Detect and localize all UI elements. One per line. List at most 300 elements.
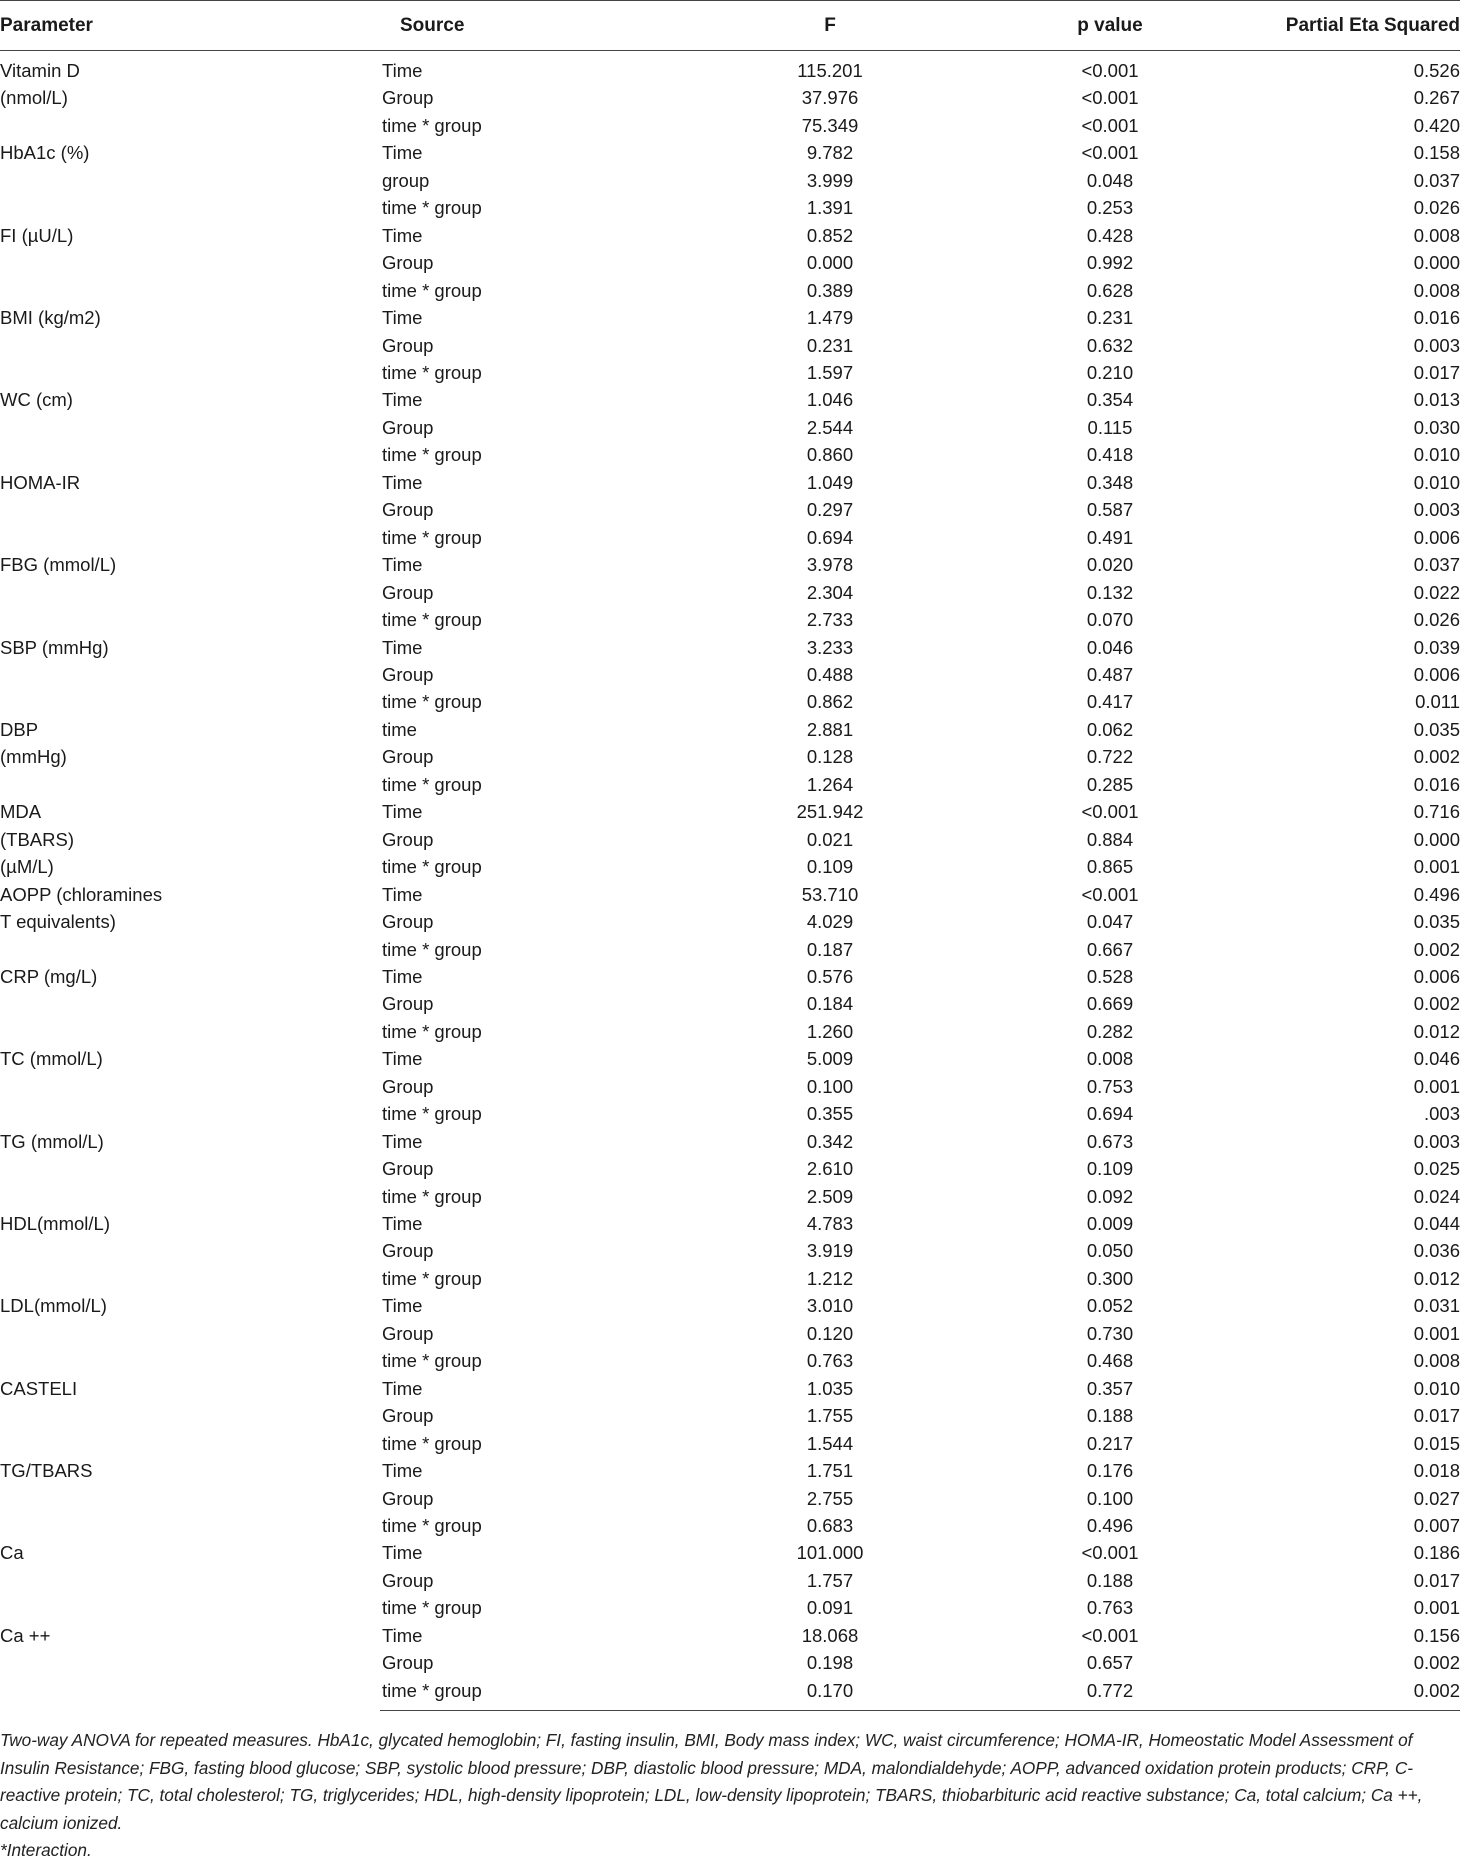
cell-parameter xyxy=(0,1210,380,1292)
eta-value: 0.002 xyxy=(1413,993,1460,1015)
eta-value: 0.000 xyxy=(1413,828,1460,850)
cell-f: 3.010 xyxy=(806,1295,854,1317)
eta-value: 0.022 xyxy=(1413,581,1460,603)
cell-f: 1.212 xyxy=(806,1267,854,1289)
header-partial-eta-squared: Partial Eta Squared xyxy=(1240,1,1460,51)
cell-p-value: 0.487 xyxy=(1086,663,1134,685)
table-row xyxy=(0,798,1460,825)
cell-partial-eta-squared xyxy=(1240,414,1460,441)
cell-f: 1.264 xyxy=(806,773,854,795)
cell-source: Group xyxy=(382,1487,434,1509)
cell-p-value: 0.132 xyxy=(1086,581,1134,603)
parameter-line: HbA1c (%) xyxy=(0,142,90,164)
eta-value: 0.008 xyxy=(1413,1350,1460,1372)
table-header xyxy=(0,1,1460,51)
parameter-line: SBP (mmHg) xyxy=(0,636,109,658)
eta-value: 0.001 xyxy=(1413,856,1460,878)
eta-value: 0.015 xyxy=(1413,1432,1460,1454)
cell-source: Group xyxy=(382,1240,434,1262)
cell-partial-eta-squared xyxy=(1240,249,1460,276)
cell-f: 1.755 xyxy=(806,1405,854,1427)
cell-p-value: 0.528 xyxy=(1086,965,1134,987)
parameter-line: (µM/L) xyxy=(0,856,54,878)
cell-source: Time xyxy=(382,471,423,493)
eta-value: 0.186 xyxy=(1413,1542,1460,1564)
cell-p-value: 0.046 xyxy=(1086,636,1134,658)
cell-partial-eta-squared xyxy=(1240,579,1460,606)
table-row xyxy=(0,1128,1460,1155)
parameter-line: FBG (mmol/L) xyxy=(0,554,117,576)
cell-f: 4.783 xyxy=(806,1213,854,1235)
cell-f: 0.355 xyxy=(806,1103,854,1125)
cell-p-value: <0.001 xyxy=(1081,87,1139,109)
cell-source: Group xyxy=(382,911,434,933)
eta-value: 0.039 xyxy=(1413,636,1460,658)
eta-value: 0.001 xyxy=(1413,1597,1460,1619)
cell-source: time * group xyxy=(382,1515,482,1537)
cell-p-value: <0.001 xyxy=(1081,60,1139,81)
cell-partial-eta-squared xyxy=(1240,139,1460,166)
cell-source: time * group xyxy=(382,1103,482,1125)
cell-partial-eta-squared xyxy=(1240,386,1460,413)
cell-partial-eta-squared xyxy=(1240,332,1460,359)
cell-parameter xyxy=(0,222,380,304)
cell-source: Group xyxy=(382,87,434,109)
cell-f: 9.782 xyxy=(806,142,854,164)
cell-source: time * group xyxy=(380,1677,680,1711)
cell-p-value: <0.001 xyxy=(1081,801,1139,823)
cell-partial-eta-squared xyxy=(1240,716,1460,743)
cell-partial-eta-squared xyxy=(1240,634,1460,661)
cell-partial-eta-squared xyxy=(1240,1128,1460,1155)
cell-source: Time xyxy=(382,965,423,987)
cell-f: 0.860 xyxy=(806,444,854,466)
cell-p-value: 0.188 xyxy=(1086,1405,1134,1427)
cell-partial-eta-squared xyxy=(1240,688,1460,715)
cell-f: 0.120 xyxy=(806,1322,854,1344)
eta-value: 0.016 xyxy=(1413,773,1460,795)
cell-f: 0.100 xyxy=(806,1075,854,1097)
eta-value: 0.016 xyxy=(1413,307,1460,329)
cell-source: Time xyxy=(382,883,423,905)
cell-f: 75.349 xyxy=(801,114,859,136)
cell-parameter xyxy=(0,469,380,551)
cell-source: Time xyxy=(382,1624,423,1646)
cell-f: 0.694 xyxy=(806,526,854,548)
header-parameter: Parameter xyxy=(0,1,380,51)
cell-source: time * group xyxy=(382,1267,482,1289)
cell-source: Group xyxy=(382,1405,434,1427)
eta-value: 0.013 xyxy=(1413,389,1460,411)
cell-f: 1.757 xyxy=(806,1569,854,1591)
cell-partial-eta-squared xyxy=(1240,1402,1460,1429)
cell-partial-eta-squared xyxy=(1240,963,1460,990)
table-row xyxy=(0,634,1460,661)
cell-source: time * group xyxy=(382,1350,482,1372)
cell-f: 2.881 xyxy=(806,718,854,740)
cell-source: Time xyxy=(382,801,423,823)
cell-partial-eta-squared xyxy=(1240,771,1460,798)
cell-partial-eta-squared xyxy=(1240,1320,1460,1347)
cell-partial-eta-squared xyxy=(1240,908,1460,935)
cell-f: 115.201 xyxy=(797,60,863,81)
cell-p-value: 0.253 xyxy=(1086,197,1134,219)
eta-value: 0.000 xyxy=(1413,252,1460,274)
cell-parameter xyxy=(0,1622,380,1711)
parameter-line: (nmol/L) xyxy=(0,87,68,109)
cell-f: 251.942 xyxy=(796,801,864,823)
cell-p-value: 0.070 xyxy=(1086,609,1134,631)
cell-source: Group xyxy=(382,1322,434,1344)
cell-p-value: 0.348 xyxy=(1086,471,1134,493)
table-row xyxy=(0,1457,1460,1484)
cell-source: time * group xyxy=(382,279,482,301)
cell-partial-eta-squared xyxy=(1240,1045,1460,1072)
cell-f: 0.184 xyxy=(806,993,854,1015)
cell-f: 0.128 xyxy=(806,746,854,768)
cell-partial-eta-squared xyxy=(1240,1430,1460,1457)
cell-source: Time xyxy=(382,1130,423,1152)
eta-value: 0.420 xyxy=(1413,114,1460,136)
cell-source: Time xyxy=(382,1048,423,1070)
cell-partial-eta-squared xyxy=(1240,990,1460,1017)
parameter-line: FI (µU/L) xyxy=(0,224,74,246)
cell-parameter xyxy=(0,798,380,880)
cell-p-value: 0.694 xyxy=(1086,1103,1134,1125)
cell-partial-eta-squared xyxy=(1240,1512,1460,1539)
cell-partial-eta-squared xyxy=(1240,1594,1460,1621)
table-row xyxy=(0,469,1460,496)
cell-partial-eta-squared xyxy=(1240,1622,1460,1649)
table-row xyxy=(0,1045,1460,1072)
cell-parameter xyxy=(0,386,380,468)
cell-f: 0.576 xyxy=(806,965,854,987)
cell-partial-eta-squared xyxy=(1240,1292,1460,1319)
cell-f: 0.231 xyxy=(806,334,854,356)
cell-partial-eta-squared xyxy=(1240,1265,1460,1292)
cell-partial-eta-squared xyxy=(1240,606,1460,633)
cell-p-value: 0.285 xyxy=(1086,773,1134,795)
eta-value: 0.006 xyxy=(1413,526,1460,548)
cell-source: Group xyxy=(382,1158,434,1180)
cell-p-value: 0.669 xyxy=(1086,993,1134,1015)
cell-source: Time xyxy=(382,1295,423,1317)
cell-p-value: 0.020 xyxy=(1086,554,1134,576)
cell-f: 0.000 xyxy=(806,252,854,274)
cell-p-value: <0.001 xyxy=(1081,1542,1139,1564)
cell-p-value: 0.282 xyxy=(1086,1020,1134,1042)
eta-value: 0.002 xyxy=(1413,746,1460,768)
cell-f: 2.755 xyxy=(806,1487,854,1509)
cell-f: 2.733 xyxy=(806,609,854,631)
eta-value: 0.267 xyxy=(1413,87,1460,109)
header-f: F xyxy=(680,1,980,51)
cell-p-value: 0.417 xyxy=(1086,691,1134,713)
cell-f: 0.091 xyxy=(806,1597,854,1619)
eta-value: 0.017 xyxy=(1413,361,1460,383)
cell-partial-eta-squared xyxy=(1240,1183,1460,1210)
cell-source: Group xyxy=(382,1652,434,1674)
cell-parameter xyxy=(0,51,380,140)
table-row xyxy=(0,139,1460,166)
cell-p-value: 0.992 xyxy=(1086,252,1134,274)
cell-parameter xyxy=(0,716,380,798)
eta-value: 0.526 xyxy=(1413,60,1460,81)
eta-value: 0.037 xyxy=(1413,169,1460,191)
cell-p-value: <0.001 xyxy=(1081,114,1139,136)
eta-value: 0.030 xyxy=(1413,416,1460,438)
cell-partial-eta-squared xyxy=(1240,881,1460,908)
table-row xyxy=(0,1539,1460,1566)
cell-source: Group xyxy=(382,334,434,356)
eta-value: 0.010 xyxy=(1413,1377,1460,1399)
parameter-line: Ca xyxy=(0,1542,24,1564)
cell-f: 0.297 xyxy=(806,499,854,521)
cell-source: time * group xyxy=(382,1185,482,1207)
eta-value: 0.018 xyxy=(1413,1460,1460,1482)
cell-source: Group xyxy=(382,581,434,603)
cell-source: time * group xyxy=(382,609,482,631)
cell-f: 2.610 xyxy=(806,1158,854,1180)
cell-source: Time xyxy=(382,1377,423,1399)
cell-partial-eta-squared xyxy=(1240,167,1460,194)
eta-value: 0.156 xyxy=(1413,1624,1460,1646)
parameter-line: DBP xyxy=(0,718,39,740)
cell-partial-eta-squared xyxy=(1240,743,1460,770)
table-row xyxy=(0,1292,1460,1319)
cell-source: Group xyxy=(382,1075,434,1097)
cell-parameter xyxy=(0,1128,380,1210)
eta-value: 0.003 xyxy=(1413,1130,1460,1152)
footnote-abbreviations: Two-way ANOVA for repeated measures. HbA1c, glycated hemoglobin; FI, fasting insulin, BMI, Body mass index; WC, waist circumference; HOMA-IR, Homeostatic Model Assessment of Insulin Resistance; FBG, fasting blood glucose; SBP, systolic blood pressure; DBP, diastolic blood pressure; MDA, malondialdehyde; AOPP, advanced oxidation protein products; CRP, C-reactive protein; TC, total cholesterol; TG, triglycerides; HDL, high-density lipoprotein; LDL, low-density lipoprotein; TBARS, thiobarbituric acid reactive substance; Ca, total calcium; Ca ++, calcium ionized. xyxy=(0,1730,1423,1833)
cell-partial-eta-squared xyxy=(1240,194,1460,221)
parameter-line: HOMA-IR xyxy=(0,471,81,493)
cell-partial-eta-squared xyxy=(1240,441,1460,468)
cell-source: Group xyxy=(382,1569,434,1591)
parameter-line: TG/TBARS xyxy=(0,1460,93,1482)
cell-partial-eta-squared xyxy=(1240,84,1460,111)
parameter-line: (mmHg) xyxy=(0,746,67,768)
eta-value: 0.025 xyxy=(1413,1158,1460,1180)
cell-p-value: 0.100 xyxy=(1086,1487,1134,1509)
table-row xyxy=(0,1622,1460,1649)
eta-value: 0.017 xyxy=(1413,1405,1460,1427)
cell-p-value: 0.210 xyxy=(1086,361,1134,383)
eta-value: 0.002 xyxy=(1413,1679,1460,1701)
cell-partial-eta-squared xyxy=(1240,112,1460,139)
cell-partial-eta-squared xyxy=(1240,1485,1460,1512)
header-p-value: p value xyxy=(980,1,1240,51)
cell-p-value: 0.052 xyxy=(1086,1295,1134,1317)
eta-value: 0.017 xyxy=(1413,1569,1460,1591)
table-row xyxy=(0,1375,1460,1402)
eta-value: 0.007 xyxy=(1413,1515,1460,1537)
eta-value: 0.026 xyxy=(1413,609,1460,631)
cell-p-value: 0.730 xyxy=(1086,1322,1134,1344)
cell-source: Group xyxy=(382,663,434,685)
cell-parameter xyxy=(0,1375,380,1457)
cell-partial-eta-squared xyxy=(1240,661,1460,688)
cell-source: time * group xyxy=(382,444,482,466)
cell-source: Time xyxy=(382,554,423,576)
cell-partial-eta-squared xyxy=(1240,304,1460,331)
cell-source: Group xyxy=(382,746,434,768)
parameter-line: CASTELI xyxy=(0,1377,78,1399)
cell-f: 2.304 xyxy=(806,581,854,603)
header-row xyxy=(0,1,1460,51)
cell-partial-eta-squared xyxy=(1240,1100,1460,1127)
cell-source: Group xyxy=(382,828,434,850)
eta-value: 0.008 xyxy=(1413,224,1460,246)
parameter-line: CRP (mg/L) xyxy=(0,965,98,987)
eta-value: 0.006 xyxy=(1413,663,1460,685)
table-row xyxy=(0,551,1460,578)
cell-p-value: 0.176 xyxy=(1086,1460,1134,1482)
parameter-line: LDL(mmol/L) xyxy=(0,1295,107,1317)
cell-parameter xyxy=(0,881,380,963)
parameter-line: BMI (kg/m2) xyxy=(0,307,101,329)
cell-f: 0.763 xyxy=(806,1350,854,1372)
cell-source: Time xyxy=(382,1460,423,1482)
cell-source: time * group xyxy=(382,526,482,548)
cell-f: 5.009 xyxy=(806,1048,854,1070)
cell-partial-eta-squared xyxy=(1240,1677,1460,1711)
cell-p-value: 0.217 xyxy=(1086,1432,1134,1454)
cell-source: Time xyxy=(382,224,423,246)
cell-p-value: 0.587 xyxy=(1086,499,1134,521)
parameter-line: T equivalents) xyxy=(0,911,116,933)
cell-partial-eta-squared xyxy=(1240,1155,1460,1182)
eta-value: 0.010 xyxy=(1413,471,1460,493)
cell-partial-eta-squared xyxy=(1240,51,1460,85)
parameter-line: TC (mmol/L) xyxy=(0,1048,103,1070)
cell-f: 53.710 xyxy=(801,883,859,905)
cell-p-value: 0.496 xyxy=(1086,1515,1134,1537)
cell-p-value: 0.491 xyxy=(1086,526,1134,548)
cell-partial-eta-squared xyxy=(1240,551,1460,578)
cell-f: 2.509 xyxy=(806,1185,854,1207)
cell-f: 0.389 xyxy=(806,279,854,301)
cell-f: 0.109 xyxy=(806,856,854,878)
cell-source: time xyxy=(382,718,417,740)
cell-partial-eta-squared xyxy=(1240,277,1460,304)
cell-p-value: 0.753 xyxy=(1086,1075,1134,1097)
cell-parameter xyxy=(0,634,380,716)
cell-source: time * group xyxy=(382,361,482,383)
eta-value: 0.010 xyxy=(1413,444,1460,466)
cell-p-value: 0.418 xyxy=(1086,444,1134,466)
eta-value: 0.036 xyxy=(1413,1240,1460,1262)
cell-p-value: 0.115 xyxy=(1087,416,1133,438)
cell-p-value: 0.354 xyxy=(1086,389,1134,411)
eta-value: 0.158 xyxy=(1413,142,1460,164)
table-footnote xyxy=(0,1727,1460,1865)
cell-source: time * group xyxy=(382,938,482,960)
cell-p-value: 0.062 xyxy=(1086,718,1134,740)
eta-value: 0.031 xyxy=(1413,1295,1460,1317)
eta-value: 0.044 xyxy=(1413,1213,1460,1235)
cell-f: 0.852 xyxy=(806,224,854,246)
eta-value: 0.027 xyxy=(1413,1487,1460,1509)
cell-p-value: <0.001 xyxy=(1081,1624,1139,1646)
eta-value: 0.024 xyxy=(1413,1185,1460,1207)
table-row xyxy=(0,963,1460,990)
eta-value: 0.496 xyxy=(1413,883,1460,905)
cell-partial-eta-squared xyxy=(1240,359,1460,386)
table-row xyxy=(0,304,1460,331)
cell-p-value: 0.468 xyxy=(1086,1350,1134,1372)
cell-p-value: 0.231 xyxy=(1086,307,1134,329)
cell-partial-eta-squared xyxy=(1240,1649,1460,1676)
footnote-interaction: *Interaction. xyxy=(0,1840,92,1860)
cell-partial-eta-squared xyxy=(1240,1210,1460,1237)
cell-f: 0.021 xyxy=(806,828,854,850)
cell-p-value: 0.357 xyxy=(1086,1377,1134,1399)
cell-source: Group xyxy=(382,416,434,438)
cell-parameter xyxy=(0,1539,380,1621)
cell-p-value: 0.722 xyxy=(1086,746,1134,768)
cell-p-value: 0.772 xyxy=(980,1677,1240,1711)
cell-p-value: 0.092 xyxy=(1086,1185,1134,1207)
parameter-line: Vitamin D xyxy=(0,60,80,81)
cell-partial-eta-squared xyxy=(1240,798,1460,825)
cell-f: 1.751 xyxy=(806,1460,854,1482)
table-row xyxy=(0,386,1460,413)
cell-source: time * group xyxy=(382,114,482,136)
table-body xyxy=(0,51,1460,1711)
cell-partial-eta-squared xyxy=(1240,469,1460,496)
cell-f: 0.683 xyxy=(806,1515,854,1537)
cell-f: 0.342 xyxy=(806,1130,854,1152)
cell-partial-eta-squared xyxy=(1240,826,1460,853)
cell-p-value: 0.008 xyxy=(1086,1048,1134,1070)
cell-p-value: 0.300 xyxy=(1086,1267,1134,1289)
eta-value: 0.011 xyxy=(1415,691,1460,713)
cell-f: 3.999 xyxy=(806,169,854,191)
cell-partial-eta-squared xyxy=(1240,524,1460,551)
eta-value: 0.035 xyxy=(1413,911,1460,933)
parameter-line: (TBARS) xyxy=(0,828,74,850)
cell-parameter xyxy=(0,304,380,386)
eta-value: 0.006 xyxy=(1413,965,1460,987)
cell-f: 0.187 xyxy=(806,938,854,960)
eta-value: 0.002 xyxy=(1413,1652,1460,1674)
cell-f: 0.862 xyxy=(806,691,854,713)
cell-source: time * group xyxy=(382,1597,482,1619)
cell-source: Time xyxy=(382,636,423,658)
cell-source: Time xyxy=(382,1542,423,1564)
cell-source: Time xyxy=(382,389,423,411)
cell-f: 37.976 xyxy=(801,87,859,109)
cell-parameter xyxy=(0,1045,380,1127)
cell-parameter xyxy=(0,551,380,633)
cell-p-value: <0.001 xyxy=(1081,142,1139,164)
cell-source: time * group xyxy=(382,856,482,878)
cell-parameter xyxy=(0,139,380,221)
cell-p-value: 0.188 xyxy=(1086,1569,1134,1591)
parameter-line: TG (mmol/L) xyxy=(0,1130,104,1152)
eta-value: 0.003 xyxy=(1413,499,1460,521)
eta-value: 0.035 xyxy=(1413,718,1460,740)
cell-f: 18.068 xyxy=(801,1624,859,1646)
eta-value: 0.046 xyxy=(1413,1048,1460,1070)
cell-source: Time xyxy=(382,60,423,81)
cell-partial-eta-squared xyxy=(1240,1539,1460,1566)
cell-partial-eta-squared xyxy=(1240,853,1460,880)
parameter-line: HDL(mmol/L) xyxy=(0,1213,110,1235)
cell-partial-eta-squared xyxy=(1240,1237,1460,1264)
cell-partial-eta-squared xyxy=(1240,1375,1460,1402)
